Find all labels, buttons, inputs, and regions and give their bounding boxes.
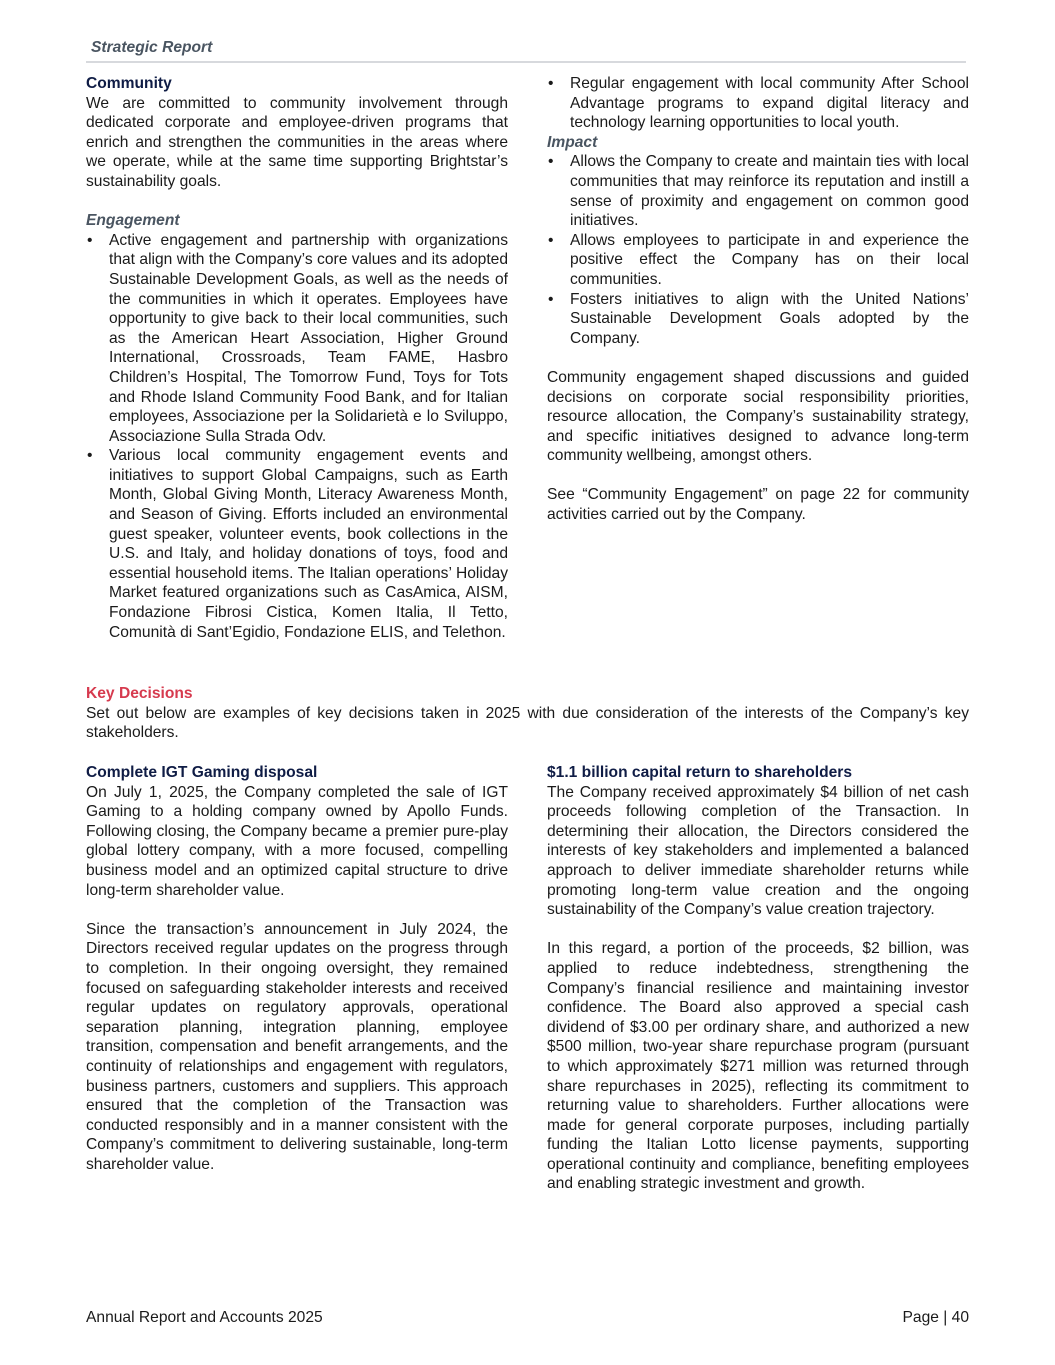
capital-return-paragraph-1: The Company received approximately $4 billion of net cash proceeds following completion of the Transaction. In determining their allocation, the Directors considered the interests of key stakeholders and implemented a balanced approach to deliver immediate shareholder returns while promoting long-term value creation and the ongoing sustainability of the Company’s value creation trajectory. [547, 783, 969, 919]
community-heading: Community [86, 75, 172, 92]
igt-disposal-paragraph-1: On July 1, 2025, the Company completed the sale of IGT Gaming to a holding company owned by Apollo Funds. Following closing, the Company became a premier pure-play global lottery company, with a more focused, compelling business model and an optimized capital structure to drive long-term shareholder value. [86, 783, 508, 899]
impact-item: • Fosters initiatives to align with the United Nations’ Sustainable Development Goals adopted by the Company. [547, 290, 969, 349]
impact-item: • Allows employees to participate in and experience the positive effect the Company has on their local communities. [547, 231, 969, 290]
community-left-column [86, 74, 508, 642]
community-intro: We are committed to community involvement through dedicated corporate and employee-driven programs that enrich and strengthen the communities in the areas where we operate, while at the same time supporting Brightstar’s sustainability goals. [86, 94, 508, 190]
engagement-heading: Engagement [86, 212, 180, 230]
impact-list [547, 152, 969, 348]
igt-disposal-paragraph-2: Since the transaction’s announcement in July 2024, the Directors received regular updates on the progress through to completion. In their ongoing oversight, they remained focused on safeguarding stakeholder interests and received regular updates on regulatory approvals, operational separation planning, integration planning, employee transition, compensation and benefit arrangements, and the continuity of relationships and engagement with regulators, business partners, customers and suppliers. This approach ensured that the completion of the Transaction was conducted responsibly and in a manner consistent with the Company’s commitment to delivering sustainable, long-term shareholder value. [86, 920, 508, 1173]
key-decisions-heading: Key Decisions [86, 685, 193, 702]
capital-return-paragraph-2: In this regard, a portion of the proceeds, $2 billion, was applied to reduce indebtedness, strengthening the Company’s financial resilience and maintaining investor confidence. The Board also approved a special cash dividend of $3.00 per ordinary share, and authorized a new $500 million, two-year share repurchase program (pursuant to which approximately $271 million was returned through share repurchases in 2025), reflecting its commitment to returning value to shareholders. Further allocations were made for general corporate purposes, including partially funding the Italian Lotto license payments, supporting operational continuity and compliance, benefiting employees and enabling strategic investment and growth. [547, 940, 969, 1193]
engagement-list-continued [547, 74, 969, 133]
footer-report-title: Annual Report and Accounts 2025 [86, 1309, 323, 1326]
engagement-item: • Active engagement and partnership with organizations that align with the Company’s core values and its adopted Sustainable Development Goals, as well as the needs of the communities in which it operates. Employees have opportunity to give back to their local communities, such as the American Heart Association, Higher Ground International, Crossroads, Team FAME, Hasbro Children’s Hospital, The Tomorrow Fund, Toys for Tots and Rhode Island Community Food Bank, and for Italian employees, Associazione per la Solidarietà e lo Sviluppo, Associazione Sulla Strada Odv. [86, 231, 508, 447]
capital-return-heading: $1.1 billion capital return to shareholders [547, 764, 853, 781]
community-outcome: Community engagement shaped discussions and guided decisions on corporate social responsibility priorities, resource allocation, the Company’s sustainability strategy, and specific initiatives designed to advance long-term community wellbeing, amongst others. [547, 368, 969, 465]
community-right-column [547, 74, 969, 525]
igt-disposal-heading: Complete IGT Gaming disposal [86, 764, 318, 781]
page-header [86, 38, 966, 63]
key-decisions-section [86, 684, 969, 743]
key-decisions-intro: Set out below are examples of key decisions taken in 2025 with due consideration of the interests of the Company’s key stakeholders. [86, 704, 969, 742]
engagement-list [86, 231, 508, 642]
igt-disposal-column [86, 763, 508, 1174]
impact-heading: Impact [547, 133, 598, 151]
community-see-also: See “Community Engagement” on page 22 for community activities carried out by the Company. [547, 486, 969, 524]
section-title: Strategic Report [91, 39, 213, 56]
capital-return-column [547, 763, 969, 1194]
engagement-item: • Various local community engagement events and initiatives to support Global Campaigns, such as Earth Month, Global Giving Month, Literacy Awareness Month, and Season of Giving. Efforts included an environmental guest speaker, volunteer events, book collections in the U.S. and Italy, and holiday donations of toys, food and essential household items. The Italian operations’ Holiday Market featured organizations such as CasAmica, AISM, Fondazione Fibrosi Cistica, Komen Italia, Il Tetto, Comunità di Sant’Egidio, Fondazione ELIS, and Telethon. [86, 446, 508, 642]
engagement-item: • Regular engagement with local community After School Advantage programs to expand digital literacy and technology learning opportunities to local youth. [547, 74, 969, 133]
impact-item: • Allows the Company to create and maintain ties with local communities that may reinforce its reputation and instill a sense of proximity and engagement on common good initiatives. [547, 152, 969, 230]
footer-page-number: Page | 40 [902, 1309, 969, 1326]
